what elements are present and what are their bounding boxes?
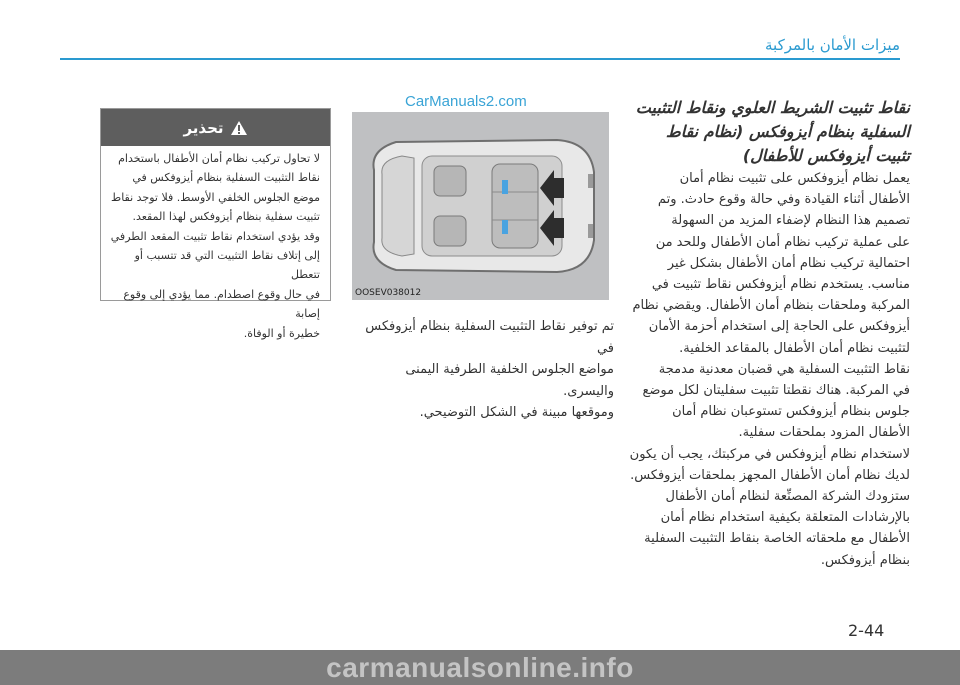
heading-line: نقاط تثبيت الشريط العلوي ونقاط التثبيت — [635, 98, 910, 117]
body-line: جلوس بنظام أيزوفكس تستوعبان نظام أمان — [672, 404, 910, 420]
body-line: لتثبيت نظام أمان الأطفال بالمقاعد الخلفية. — [679, 340, 910, 356]
warning-box — [100, 108, 331, 340]
section-header-title: ميزات الأمان بالمركبة — [765, 36, 900, 54]
body-line: بالإرشادات المتعلقة بكيفية استخدام نظام أمان — [660, 510, 910, 526]
body-line: على عملية تركيب نظام أمان الأطفال وللحد من — [655, 234, 910, 250]
body-line: ستزودك الشركة المصنِّعة لنظام أمان الأطفال — [665, 489, 910, 505]
body-line: تصميم هذا النظام لإضفاء المزيد من السهولة — [671, 213, 910, 229]
warning-header — [101, 109, 330, 146]
warning-line: في حال وقوع اصطدام. مما يؤدي إلى وقوع إصابة — [123, 287, 320, 321]
body-line: الأطفال أثناء القيادة وفي حالة وقوع حادث. وتم — [657, 192, 910, 208]
page-number: 2-44 — [848, 621, 885, 640]
body-line: أيزوفكس على الحاجة إلى استخدام أحزمة الأمان — [648, 319, 910, 335]
heading-line: تثبيت أيزوفكس للأطفال) — [742, 146, 910, 165]
caption-line: وموقعها مبينة في الشكل التوضيحي. — [419, 405, 614, 420]
body-line: المركبة وملحقات بنظام أمان الأطفال. ويقضي نظام — [632, 298, 910, 314]
body-line: يعمل نظام أيزوفكس على تثبيت نظام أمان — [679, 171, 910, 186]
body-line: نقاط التثبيت السفلية هي قضبان معدنية مدمجة — [658, 361, 910, 377]
caption-line: مواضع الجلوس الخلفية الطرفية اليمنى واليسرى. — [405, 362, 614, 399]
watermark-bottom-text: carmanualsonline.info — [326, 651, 634, 683]
watermark-top: CarManuals2.com — [405, 93, 527, 110]
caption-line: تم توفير نقاط التثبيت السفلية بنظام أيزوفكس في — [365, 319, 614, 356]
warning-line: خطيرة أو الوفاة. — [243, 326, 320, 340]
warning-line: لا تحاول تركيب نظام أمان الأطفال باستخدام — [118, 152, 320, 165]
warning-line: إلى إتلاف نقاط التثبيت التي قد تتسبب أو تتعطل — [134, 249, 320, 282]
header-divider — [60, 58, 900, 60]
car-top-view-illustration — [352, 112, 609, 300]
figure-caption — [352, 316, 614, 424]
body-line: مناسب. يستخدم نظام أيزوفكس نقاط تثبيت في — [651, 277, 910, 293]
body-line: بنظام أيزوفكس. — [820, 552, 910, 568]
warning-title: تحذير — [183, 118, 224, 137]
warning-triangle-icon — [230, 120, 248, 136]
body-line: الأطفال المزود بملحقات سفلية. — [738, 425, 910, 441]
body-line: الأطفال مع ملحقاته الخاصة بنقاط التثبيت السفلية — [644, 531, 910, 547]
body-text-right — [622, 168, 910, 571]
body-line: احتمالية تركيب نظام أمان الأطفال بشكل غير — [667, 255, 910, 271]
body-line: لاستخدام نظام أيزوفكس في مركبتك، يجب أن يكون — [629, 446, 910, 462]
anchor-highlight-lower — [502, 220, 508, 234]
warning-text — [109, 149, 320, 343]
vehicle-seat-anchor-figure — [352, 112, 609, 300]
section-heading — [632, 96, 910, 168]
warning-line: تثبيت سفلية بنظام أيزوفكس لهذا المقعد. — [132, 210, 320, 224]
figure-code: OOSEV038012 — [355, 288, 422, 298]
watermark-bar — [0, 650, 960, 685]
body-line: في المركبة. هناك نقطتا تثبيت سفليتان لكل موضع — [642, 383, 910, 399]
warning-line: نقاط التثبيت السفلية بنظام أيزوفكس في — [132, 171, 320, 185]
heading-line: السفلية بنظام أيزوفكس (نظام نقاط — [665, 122, 910, 141]
anchor-highlight-upper — [502, 180, 508, 194]
body-line: لديك نظام أمان الأطفال المجهز بملحقات أيزوفكس. — [630, 467, 910, 483]
warning-line: موضع الجلوس الخلفي الأوسط. فلا توجد نقاط — [111, 190, 320, 204]
warning-line: وقد يؤدي استخدام نقاط تثبيت المقعد الطرفي — [110, 229, 320, 243]
